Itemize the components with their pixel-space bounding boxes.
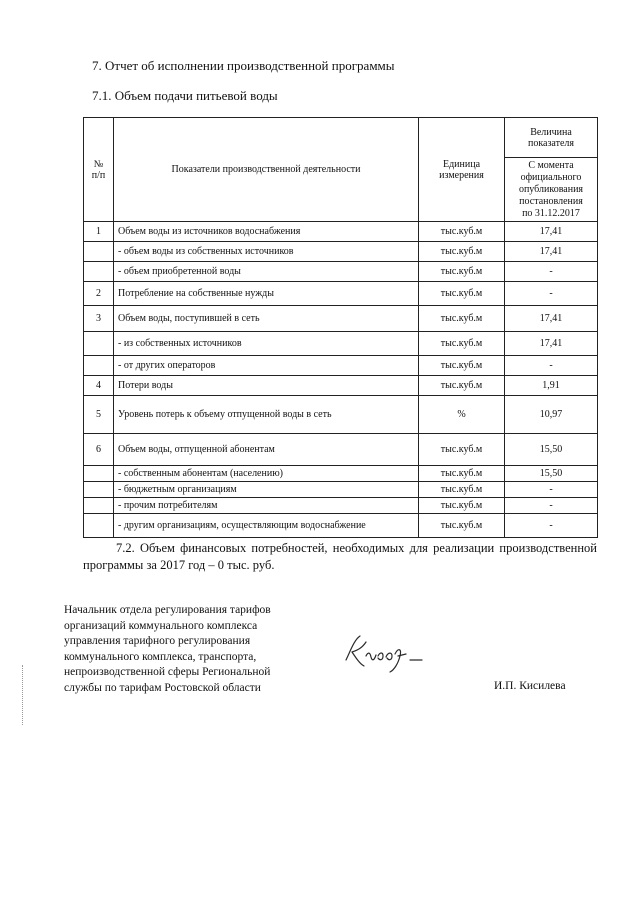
table-row bbox=[84, 222, 598, 242]
handwritten-signature bbox=[340, 630, 430, 675]
row-unit: тыс.куб.м bbox=[419, 514, 505, 538]
row-value: - bbox=[505, 498, 598, 514]
row-unit: тыс.куб.м bbox=[419, 482, 505, 498]
row-value: 10,97 bbox=[505, 396, 598, 434]
row-value: 17,41 bbox=[505, 306, 598, 332]
row-num bbox=[84, 482, 114, 498]
table-row bbox=[84, 306, 598, 332]
row-value: 17,41 bbox=[505, 222, 598, 242]
row-indicator: Уровень потерь к объему отпущенной воды в сеть bbox=[114, 396, 419, 434]
row-num: 4 bbox=[84, 376, 114, 396]
row-num: 5 bbox=[84, 396, 114, 434]
row-unit: тыс.куб.м bbox=[419, 222, 505, 242]
row-value: - bbox=[505, 514, 598, 538]
header-value-period: С момента официального опубликования постановления по 31.12.2017 bbox=[505, 158, 598, 222]
water-supply-table bbox=[83, 117, 598, 538]
row-value: 1,91 bbox=[505, 376, 598, 396]
row-unit: тыс.куб.м bbox=[419, 282, 505, 306]
table-row bbox=[84, 262, 598, 282]
row-num bbox=[84, 242, 114, 262]
table-row bbox=[84, 482, 598, 498]
row-indicator: Потребление на собственные нужды bbox=[114, 282, 419, 306]
table-row bbox=[84, 376, 598, 396]
row-unit: тыс.куб.м bbox=[419, 242, 505, 262]
row-value: - bbox=[505, 482, 598, 498]
row-unit: тыс.куб.м bbox=[419, 498, 505, 514]
row-unit: тыс.куб.м bbox=[419, 434, 505, 466]
row-indicator: - другим организациям, осуществляющим водоснабжение bbox=[114, 514, 419, 538]
row-indicator: Потери воды bbox=[114, 376, 419, 396]
row-num: 3 bbox=[84, 306, 114, 332]
table-row bbox=[84, 356, 598, 376]
row-value: - bbox=[505, 282, 598, 306]
row-unit: тыс.куб.м bbox=[419, 262, 505, 282]
row-indicator: - прочим потребителям bbox=[114, 498, 419, 514]
table-row bbox=[84, 498, 598, 514]
row-unit: тыс.куб.м bbox=[419, 376, 505, 396]
row-num: 1 bbox=[84, 222, 114, 242]
row-indicator: - бюджетным организациям bbox=[114, 482, 419, 498]
row-indicator: Объем воды из источников водоснабжения bbox=[114, 222, 419, 242]
header-indicator: Показатели производственной деятельности bbox=[114, 118, 419, 222]
row-unit: % bbox=[419, 396, 505, 434]
table-row bbox=[84, 282, 598, 306]
row-num bbox=[84, 356, 114, 376]
row-indicator: - от других операторов bbox=[114, 356, 419, 376]
row-indicator: - из собственных источников bbox=[114, 332, 419, 356]
row-value: 17,41 bbox=[505, 332, 598, 356]
row-value: 15,50 bbox=[505, 434, 598, 466]
header-value-group: Величина показателя bbox=[505, 118, 598, 158]
financial-needs-paragraph: 7.2. Объем финансовых потребностей, необходимых для реализации производственной программы за 2017 год – 0 тыс. руб. bbox=[83, 541, 597, 572]
header-num: № п/п bbox=[84, 118, 114, 222]
table-row bbox=[84, 514, 598, 538]
row-num bbox=[84, 498, 114, 514]
row-unit: тыс.куб.м bbox=[419, 306, 505, 332]
row-unit: тыс.куб.м bbox=[419, 356, 505, 376]
row-value: - bbox=[505, 262, 598, 282]
row-indicator: - собственным абонентам (населению) bbox=[114, 466, 419, 482]
row-num bbox=[84, 332, 114, 356]
header-unit: Единица измерения bbox=[419, 118, 505, 222]
section-title: 7. Отчет об исполнении производственной программы bbox=[92, 58, 395, 73]
row-indicator: - объем воды из собственных источников bbox=[114, 242, 419, 262]
row-indicator: - объем приобретенной воды bbox=[114, 262, 419, 282]
row-indicator: Объем воды, отпущенной абонентам bbox=[114, 434, 419, 466]
row-num: 6 bbox=[84, 434, 114, 466]
table-row bbox=[84, 332, 598, 356]
row-num bbox=[84, 514, 114, 538]
signer-position: Начальник отдела регулирования тарифов организаций коммунального комплекса управления тарифного регулирования коммунального комплекса, транспорта, непроизводственной сферы Региональной службы по тарифам Ростовской области bbox=[64, 604, 271, 694]
row-value: 17,41 bbox=[505, 242, 598, 262]
scan-edge-mark bbox=[22, 665, 24, 725]
table-body bbox=[84, 118, 598, 538]
table-row bbox=[84, 466, 598, 482]
row-value: 15,50 bbox=[505, 466, 598, 482]
row-unit: тыс.куб.м bbox=[419, 332, 505, 356]
row-num bbox=[84, 262, 114, 282]
row-value: - bbox=[505, 356, 598, 376]
signer-name: И.П. Кисилева bbox=[494, 680, 566, 692]
subsection-title: 7.1. Объем подачи питьевой воды bbox=[92, 88, 278, 103]
row-unit: тыс.куб.м bbox=[419, 466, 505, 482]
table-row bbox=[84, 242, 598, 262]
row-num: 2 bbox=[84, 282, 114, 306]
row-indicator: Объем воды, поступившей в сеть bbox=[114, 306, 419, 332]
row-num bbox=[84, 466, 114, 482]
table-row bbox=[84, 396, 598, 434]
table-row bbox=[84, 434, 598, 466]
